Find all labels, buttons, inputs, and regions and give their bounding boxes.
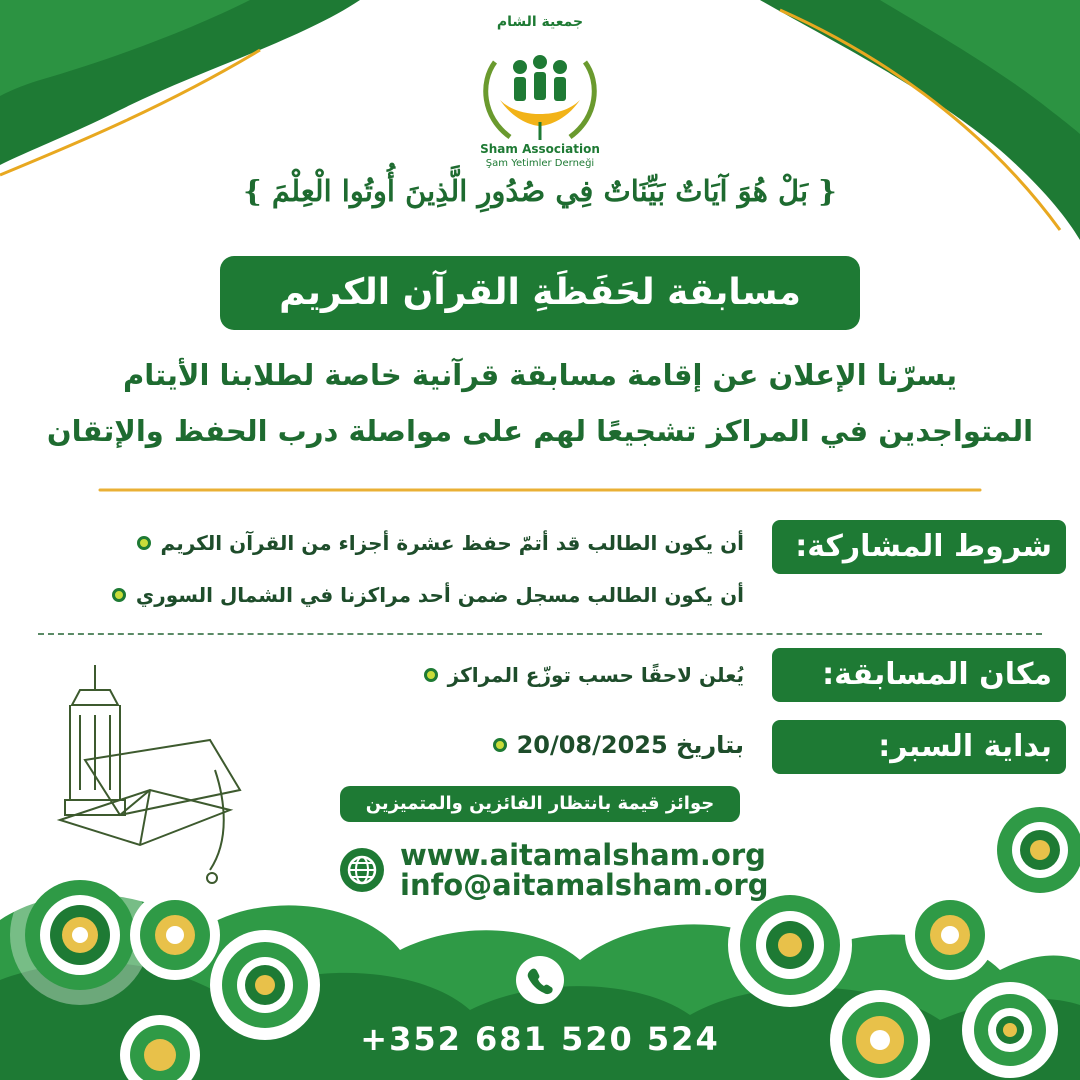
logo-turkish-name: Şam Yetimler Derneği xyxy=(485,158,595,169)
intro-line-1: يسرّنا الإعلان عن إقامة مسابقة قرآنية خاصة لطلابنا الأيتام xyxy=(123,358,957,392)
competition-title: مسابقة لحَفَظَةِ القرآن الكريم xyxy=(220,256,860,330)
start-date-text: بتاريخ 20/08/2025 xyxy=(516,731,744,759)
condition-text: أن يكون الطالب قد أتمّ حفظ عشرة أجزاء من القرآن الكريم xyxy=(160,531,744,555)
prizes-banner: جوائز قيمة بانتظار الفائزين والمتميزين xyxy=(340,786,740,822)
phone-number[interactable]: +352 681 520 524 xyxy=(360,1020,720,1058)
logo-arabic-name: جمعية الشام xyxy=(496,14,584,30)
logo-emblem-icon xyxy=(460,22,620,152)
intro-line-2: المتواجدين في المراكز تشجيعًا لهم على مواصلة درب الحفظ والإتقان xyxy=(46,414,1034,448)
bullet-dot-icon xyxy=(137,536,151,550)
start-label: بداية السبر: xyxy=(772,720,1066,774)
quran-verse: { بَلْ هُوَ آيَاتٌ بَيِّنَاتٌ فِي صُدُورِ الَّذِينَ أُوتُوا الْعِلْمَ } xyxy=(243,174,837,208)
conditions-label: شروط المشاركة: xyxy=(772,520,1066,574)
bullet-dot-icon xyxy=(112,588,126,602)
bullet-dot-icon xyxy=(493,738,507,752)
condition-item xyxy=(137,531,744,555)
lantern-book-illustration xyxy=(60,665,240,883)
bullet-dot-icon xyxy=(424,668,438,682)
phone-icon xyxy=(516,956,564,1004)
condition-item xyxy=(112,583,744,607)
email-link[interactable]: info@aitamalsham.org xyxy=(400,868,769,902)
location-item xyxy=(424,663,744,687)
condition-text: أن يكون الطالب مسجل ضمن أحد مراكزنا في الشمال السوري xyxy=(135,583,744,607)
dashed-divider xyxy=(38,633,1042,635)
sham-association-logo xyxy=(460,8,620,178)
location-label: مكان المسابقة: xyxy=(772,648,1066,702)
start-item xyxy=(493,731,744,759)
globe-icon xyxy=(340,848,384,892)
website-link[interactable]: www.aitamalsham.org xyxy=(400,838,766,872)
logo-english-name: Sham Association xyxy=(480,142,600,156)
location-text: يُعلن لاحقًا حسب توزّع المراكز xyxy=(447,663,744,687)
